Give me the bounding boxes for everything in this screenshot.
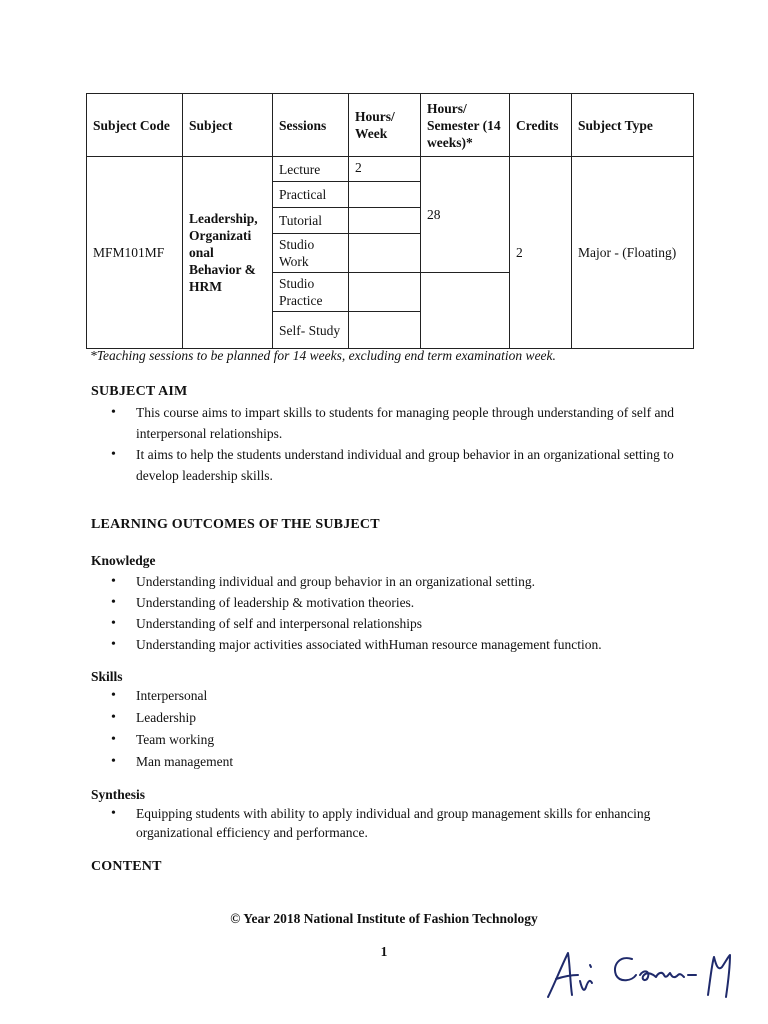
session-cell: Tutorial <box>273 208 349 234</box>
session-cell: Self- Study <box>273 312 349 349</box>
synthesis-heading: Synthesis <box>91 787 146 802</box>
subject-aim-list <box>91 402 691 486</box>
hours-week-cell <box>349 208 421 234</box>
table-header-row <box>87 94 694 157</box>
session-cell: Practical <box>273 182 349 208</box>
hours-week-cell: 2 <box>349 157 421 182</box>
session-cell: Lecture <box>273 157 349 182</box>
knowledge-heading: Knowledge <box>91 553 156 568</box>
header-sessions: Sessions <box>273 94 349 157</box>
list-item: • Understanding of self and interpersonal relationships <box>91 613 691 634</box>
page-number: 1 <box>380 944 388 959</box>
handwritten-signature <box>540 945 740 1005</box>
list-item: • This course aims to impart skills to students for managing people through understanding of self and interpersonal relationships. <box>91 402 691 444</box>
header-hours-semester: Hours/ Semester (14 weeks)* <box>421 94 510 157</box>
table-footnote: *Teaching sessions to be planned for 14 weeks, excluding end term examination week. <box>90 348 556 363</box>
credits-cell: 2 <box>510 157 572 349</box>
list-item: • Interpersonal <box>91 685 691 707</box>
subject-name-cell: Leadership, Organizati onal Behavior & HRM <box>183 157 273 349</box>
list-item: • Understanding individual and group behavior in an organizational setting. <box>91 571 691 592</box>
list-item: • Understanding of leadership & motivation theories. <box>91 592 691 613</box>
session-cell: Studio Work <box>273 234 349 273</box>
hours-week-cell <box>349 234 421 273</box>
hours-week-cell <box>349 273 421 312</box>
content-heading: CONTENT <box>91 859 162 874</box>
header-hours-week: Hours/ Week <box>349 94 421 157</box>
list-item: • Team working <box>91 729 691 751</box>
list-item: • Understanding major activities associated withHuman resource management function. <box>91 634 691 655</box>
hours-week-cell <box>349 182 421 208</box>
copyright-footer: © Year 2018 National Institute of Fashion Technology <box>230 911 538 926</box>
skills-list <box>91 685 691 773</box>
knowledge-list <box>91 571 691 655</box>
hours-semester-empty-cell <box>421 273 510 349</box>
learning-outcomes-heading: LEARNING OUTCOMES OF THE SUBJECT <box>91 517 380 532</box>
subject-code-cell: MFM101MF <box>87 157 183 349</box>
table-row <box>87 157 694 182</box>
header-subject-type: Subject Type <box>572 94 694 157</box>
subject-type-cell: Major - (Floating) <box>572 157 694 349</box>
list-item: • Equipping students with ability to apply individual and group management skills for enhancing organizational efficiency and performance. <box>91 804 691 842</box>
session-cell: Studio Practice <box>273 273 349 312</box>
header-credits: Credits <box>510 94 572 157</box>
course-details-table <box>86 93 694 349</box>
list-item: • It aims to help the students understand individual and group behavior in an organizational setting to develop leadership skills. <box>91 444 691 486</box>
synthesis-list <box>91 804 691 842</box>
header-subject-code: Subject Code <box>87 94 183 157</box>
list-item: • Man management <box>91 751 691 773</box>
skills-heading: Skills <box>91 669 123 684</box>
subject-aim-heading: SUBJECT AIM <box>91 384 188 399</box>
hours-semester-cell: 28 <box>421 157 510 273</box>
list-item: • Leadership <box>91 707 691 729</box>
hours-week-cell <box>349 312 421 349</box>
header-subject: Subject <box>183 94 273 157</box>
